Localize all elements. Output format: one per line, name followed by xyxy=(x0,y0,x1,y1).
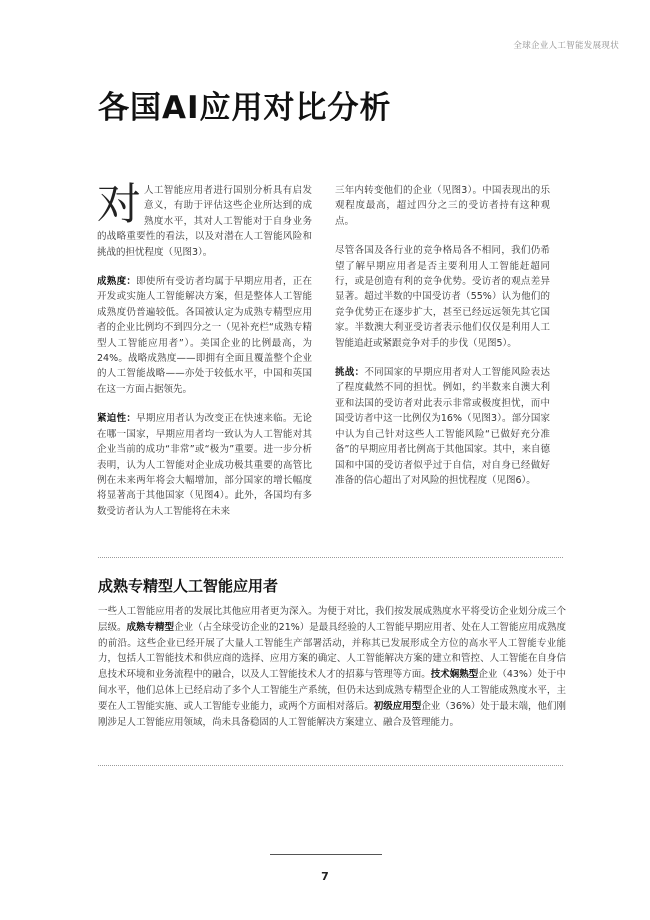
challenge-paragraph xyxy=(335,365,550,488)
section-body xyxy=(98,604,566,730)
tier-1-term: 成熟专精型 xyxy=(126,621,175,633)
section-text-2: 企业（占全球受访企业的21%）是最具经验的人工智能早期应用者、处在人工智能应用成熟度的前沿。这些企业已经开展了大量人工智能生产部署活动，并称其已发展形成全方位的高水平人工智能专业能力，包括人工智能技术和供应商的选择、应用方案的确定、人工智能解决方案的建立和管控、人工智能在自身信息技术环境和业务流程中的融合，以及人工智能技术人才的招募与管理等方面。 xyxy=(98,621,566,681)
left-column xyxy=(97,179,312,533)
continuation-paragraph: 三年内转变他们的企业（见图3）。中国表现出的乐观程度最高，超过四分之三的受访者持有这种观点。 xyxy=(335,185,550,227)
competition-paragraph: 尽管各国及各行业的竞争格局各不相同，我们仍希望了解早期应用者是否主要利用人工智能赶超同行，或是创造有利的竞争优势。受访者的观点差异显著。超过半数的中国受访者（55%）认为他们的竞争优势正在逐步扩大，甚至已经远远领先其它国家。半数澳大利亚受访者表示他们仅仅是利用人工智能追赶或紧跟竞争对手的步伐（见图5）。 xyxy=(335,245,550,349)
urgency-term: 紧迫性： xyxy=(97,413,137,425)
maturity-term: 成熟度： xyxy=(97,276,137,288)
challenge-term: 挑战： xyxy=(335,367,365,379)
intro-paragraph xyxy=(97,179,312,260)
section-divider-top xyxy=(98,557,563,558)
section-title: 成熟专精型人工智能应用者 xyxy=(98,577,279,595)
section-text-3: 企业（43%）处于中间水平，他们总体上已经启动了多个人工智能生产系统，但仍未达到成熟专精型企业的人工智能成熟度水平，主要在人工智能实施、或人工智能专业能力，或两个方面相对落后。 xyxy=(98,669,566,712)
maturity-text: 即使所有受访者均属于早期应用者，正在开发或实施人工智能解决方案，但是整体人工智能成熟度仍普遍较低。各国被认定为成熟专精型应用者的企业比例均不到四分之一（见补充栏“成熟专精型人工智能应用者”）。美国企业的比例最高，为24%。战略成熟度——即拥有全面且覆盖整个企业的人工智能战略——亦处于较低水平，中国和英国在这一方面占据领先。 xyxy=(97,276,312,395)
section-text-4: 企业（36%）处于最末端，他们刚刚涉足人工智能应用领域，尚未具备稳固的人工智能解决方案建立、融合及管理能力。 xyxy=(98,700,566,728)
section-divider-bottom xyxy=(98,765,563,766)
challenge-text: 不同国家的早期应用者对人工智能风险表达了程度截然不同的担忧。例如，约半数来自澳大利亚和法国的受访者对此表示非常或极度担忧，而中国受访者中这一比例仅为16%（见图3）。部分国家中认为自己针对这些人工智能风险“已做好充分准备”的早期应用者比例高于其他国家。其中，来自德国和中国的受访者似乎过于自信，对自身已经做好准备的信心超出了对风险的担忧程度（见图6）。 xyxy=(335,367,550,486)
footer-rule xyxy=(270,854,382,855)
running-header: 全球企业人工智能发展现状 xyxy=(513,41,619,51)
right-column xyxy=(335,183,550,502)
drop-cap: 对 xyxy=(97,179,141,230)
intro-text: 人工智能应用者进行国别分析具有启发意义，有助于评估这些企业所达到的成熟度水平，其对人工智能对于自身业务的战略重要性的看法，以及对潜在人工智能风险和挑战的担忧程度（见图3）。 xyxy=(97,185,312,258)
urgency-paragraph xyxy=(97,411,312,519)
section-text-1: 一些人工智能应用者的发展比其他应用者更为深入。为便于对比，我们按发展成熟度水平将受访企业划分成三个层级。 xyxy=(98,606,566,633)
urgency-text: 早期应用者认为改变正在快速来临。无论在哪一国家，早期应用者均一致认为人工智能对其企业当前的成功“非常”或“极为”重要。进一步分析表明，认为人工智能对企业成功极其重要的高管比例在未来两年将会大幅增加，部分国家的增长幅度将显著高于其他国家（见图4）。此外，各国均有多数受访者认为人工智能将在未来 xyxy=(97,413,312,517)
maturity-paragraph xyxy=(97,274,312,397)
tier-3-term: 初级应用型 xyxy=(373,700,422,712)
page-title: 各国AI应用对比分析 xyxy=(98,90,392,126)
page-number: 7 xyxy=(321,870,329,883)
tier-2-term: 技术娴熟型 xyxy=(430,669,479,681)
